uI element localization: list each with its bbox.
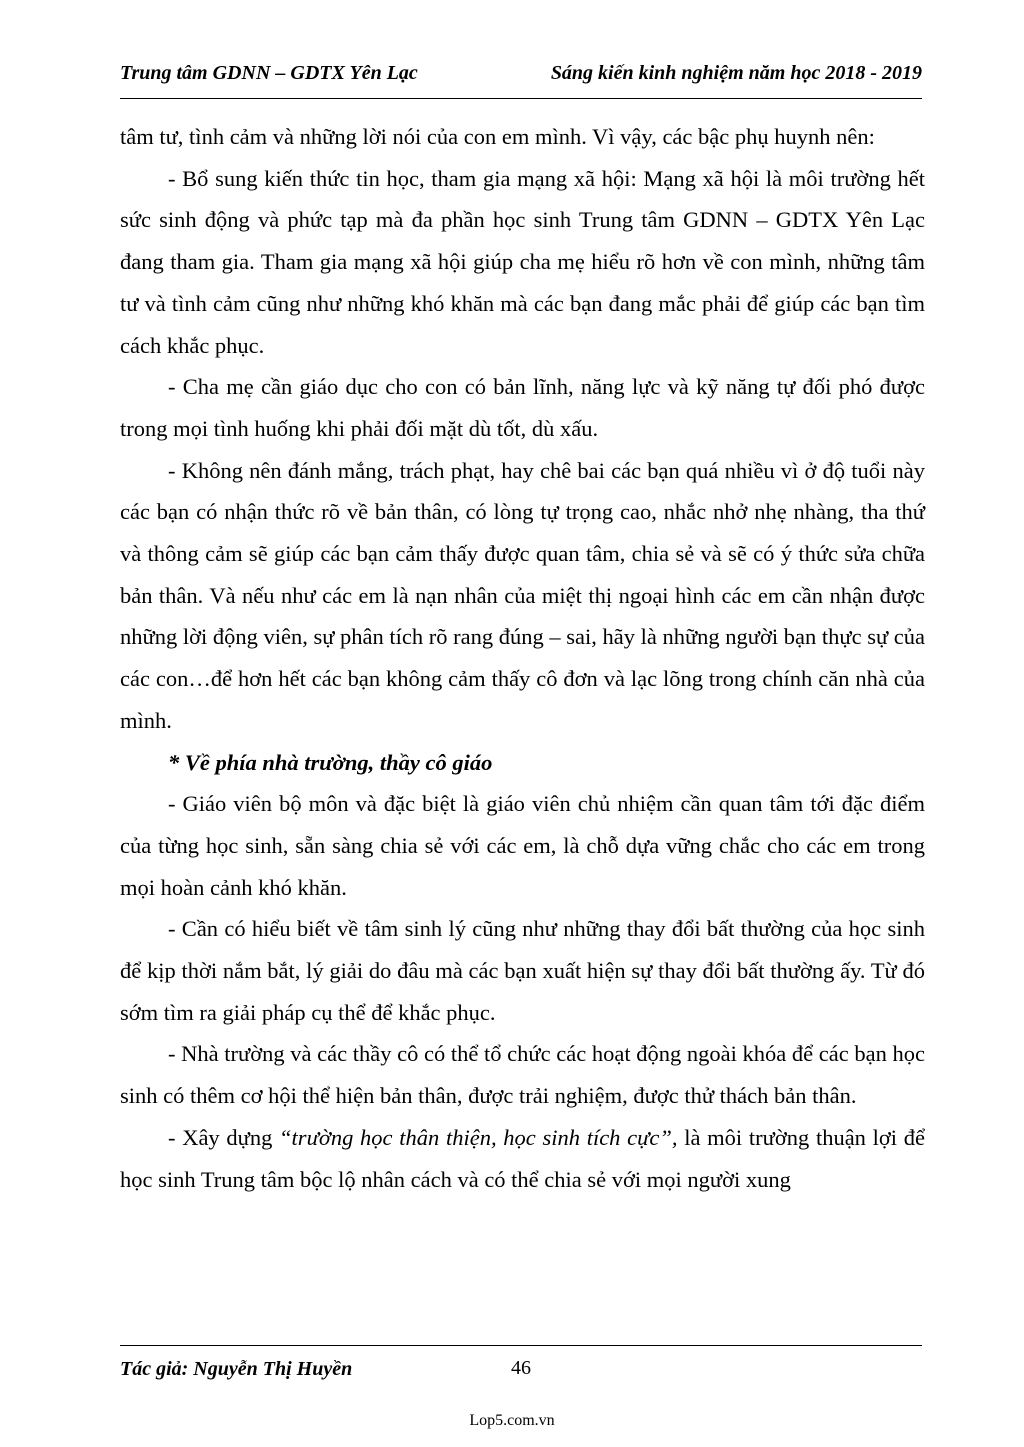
paragraph-text: là môi trường thuận lợi để học sinh Trung tâm bộc lộ nhân cách và có thể chia sẻ với mọi người xung: [120, 1124, 925, 1192]
paragraph-quote: “trường học thân thiện, học sinh tích cực”,: [279, 1124, 678, 1150]
paragraph: - Giáo viên bộ môn và đặc biệt là giáo viên chủ nhiệm cần quan tâm tới đặc điểm của từng học sinh, sẵn sàng chia sẻ với các em, là chỗ dựa vững chắc cho các em trong mọi hoàn cảnh khó khăn.: [120, 791, 925, 900]
paragraph: - Bổ sung kiến thức tin học, tham gia mạng xã hội: Mạng xã hội là môi trường hết sức sinh động và phức tạp mà đa phần học sinh Trung tâm GDNN – GDTX Yên Lạc đang tham gia. Tham gia mạng xã hội giúp cha mẹ hiểu rõ hơn về con mình, những tâm tư và tình cảm cũng như những khó khăn mà các bạn đang mắc phải để giúp các bạn tìm cách khắc phục.: [120, 165, 925, 358]
paragraph-last: [120, 1117, 925, 1200]
section-heading: * Về phía nhà trường, thầy cô giáo: [168, 749, 493, 775]
paragraph: - Cần có hiểu biết về tâm sinh lý cũng như những thay đổi bất thường của học sinh để kịp thời nắm bắt, lý giải do đâu mà các bạn xuất hiện sự thay đổi bất thường ấy. Từ đó sớm tìm ra giải pháp cụ thể để khắc phục.: [120, 916, 925, 1025]
footer-author: Tác giả: Nguyễn Thị Huyền: [120, 1358, 353, 1380]
paragraph: - Cha mẹ cần giáo dục cho con có bản lĩnh, năng lực và kỹ năng tự đối phó được trong mọi tình huống khi phải đối mặt dù tốt, dù xấu.: [120, 374, 925, 441]
footer-divider: [120, 1345, 922, 1346]
header-document-title: Sáng kiến kinh nghiệm năm học 2018 - 2019: [550, 62, 922, 84]
page-body: [120, 116, 925, 1200]
watermark: Lop5.com.vn: [469, 1412, 555, 1429]
paragraph: - Nhà trường và các thầy cô có thể tổ chức các hoạt động ngoài khóa để các bạn học sinh có thêm cơ hội thể hiện bản thân, được trải nghiệm, được thử thách bản thân.: [120, 1041, 925, 1109]
paragraph-continuation: tâm tư, tình cảm và những lời nói của con em mình. Vì vậy, các bậc phụ huynh nên:: [120, 124, 875, 149]
paragraph: - Không nên đánh mắng, trách phạt, hay chê bai các bạn quá nhiều vì ở độ tuổi này các bạn có nhận thức rõ về bản thân, có lòng tự trọng cao, nhắc nhở nhẹ nhàng, tha thứ và thông cảm sẽ giúp các bạn cảm thấy được quan tâm, chia sẻ và sẽ có ý thức sửa chữa bản thân. Và nếu như các em là nạn nhân của miệt thị ngoại hình các em cần nhận được những lời động viên, sự phân tích rõ rang đúng – sai, hãy là những người bạn thực sự của các con…để hơn hết các bạn không cảm thấy cô đơn và lạc lõng trong chính căn nhà của mình.: [120, 457, 925, 733]
paragraph-text: - Xây dựng: [168, 1124, 280, 1150]
page-header: [120, 62, 922, 99]
page-number: 46: [511, 1357, 531, 1379]
header-institution: Trung tâm GDNN – GDTX Yên Lạc: [120, 62, 418, 84]
